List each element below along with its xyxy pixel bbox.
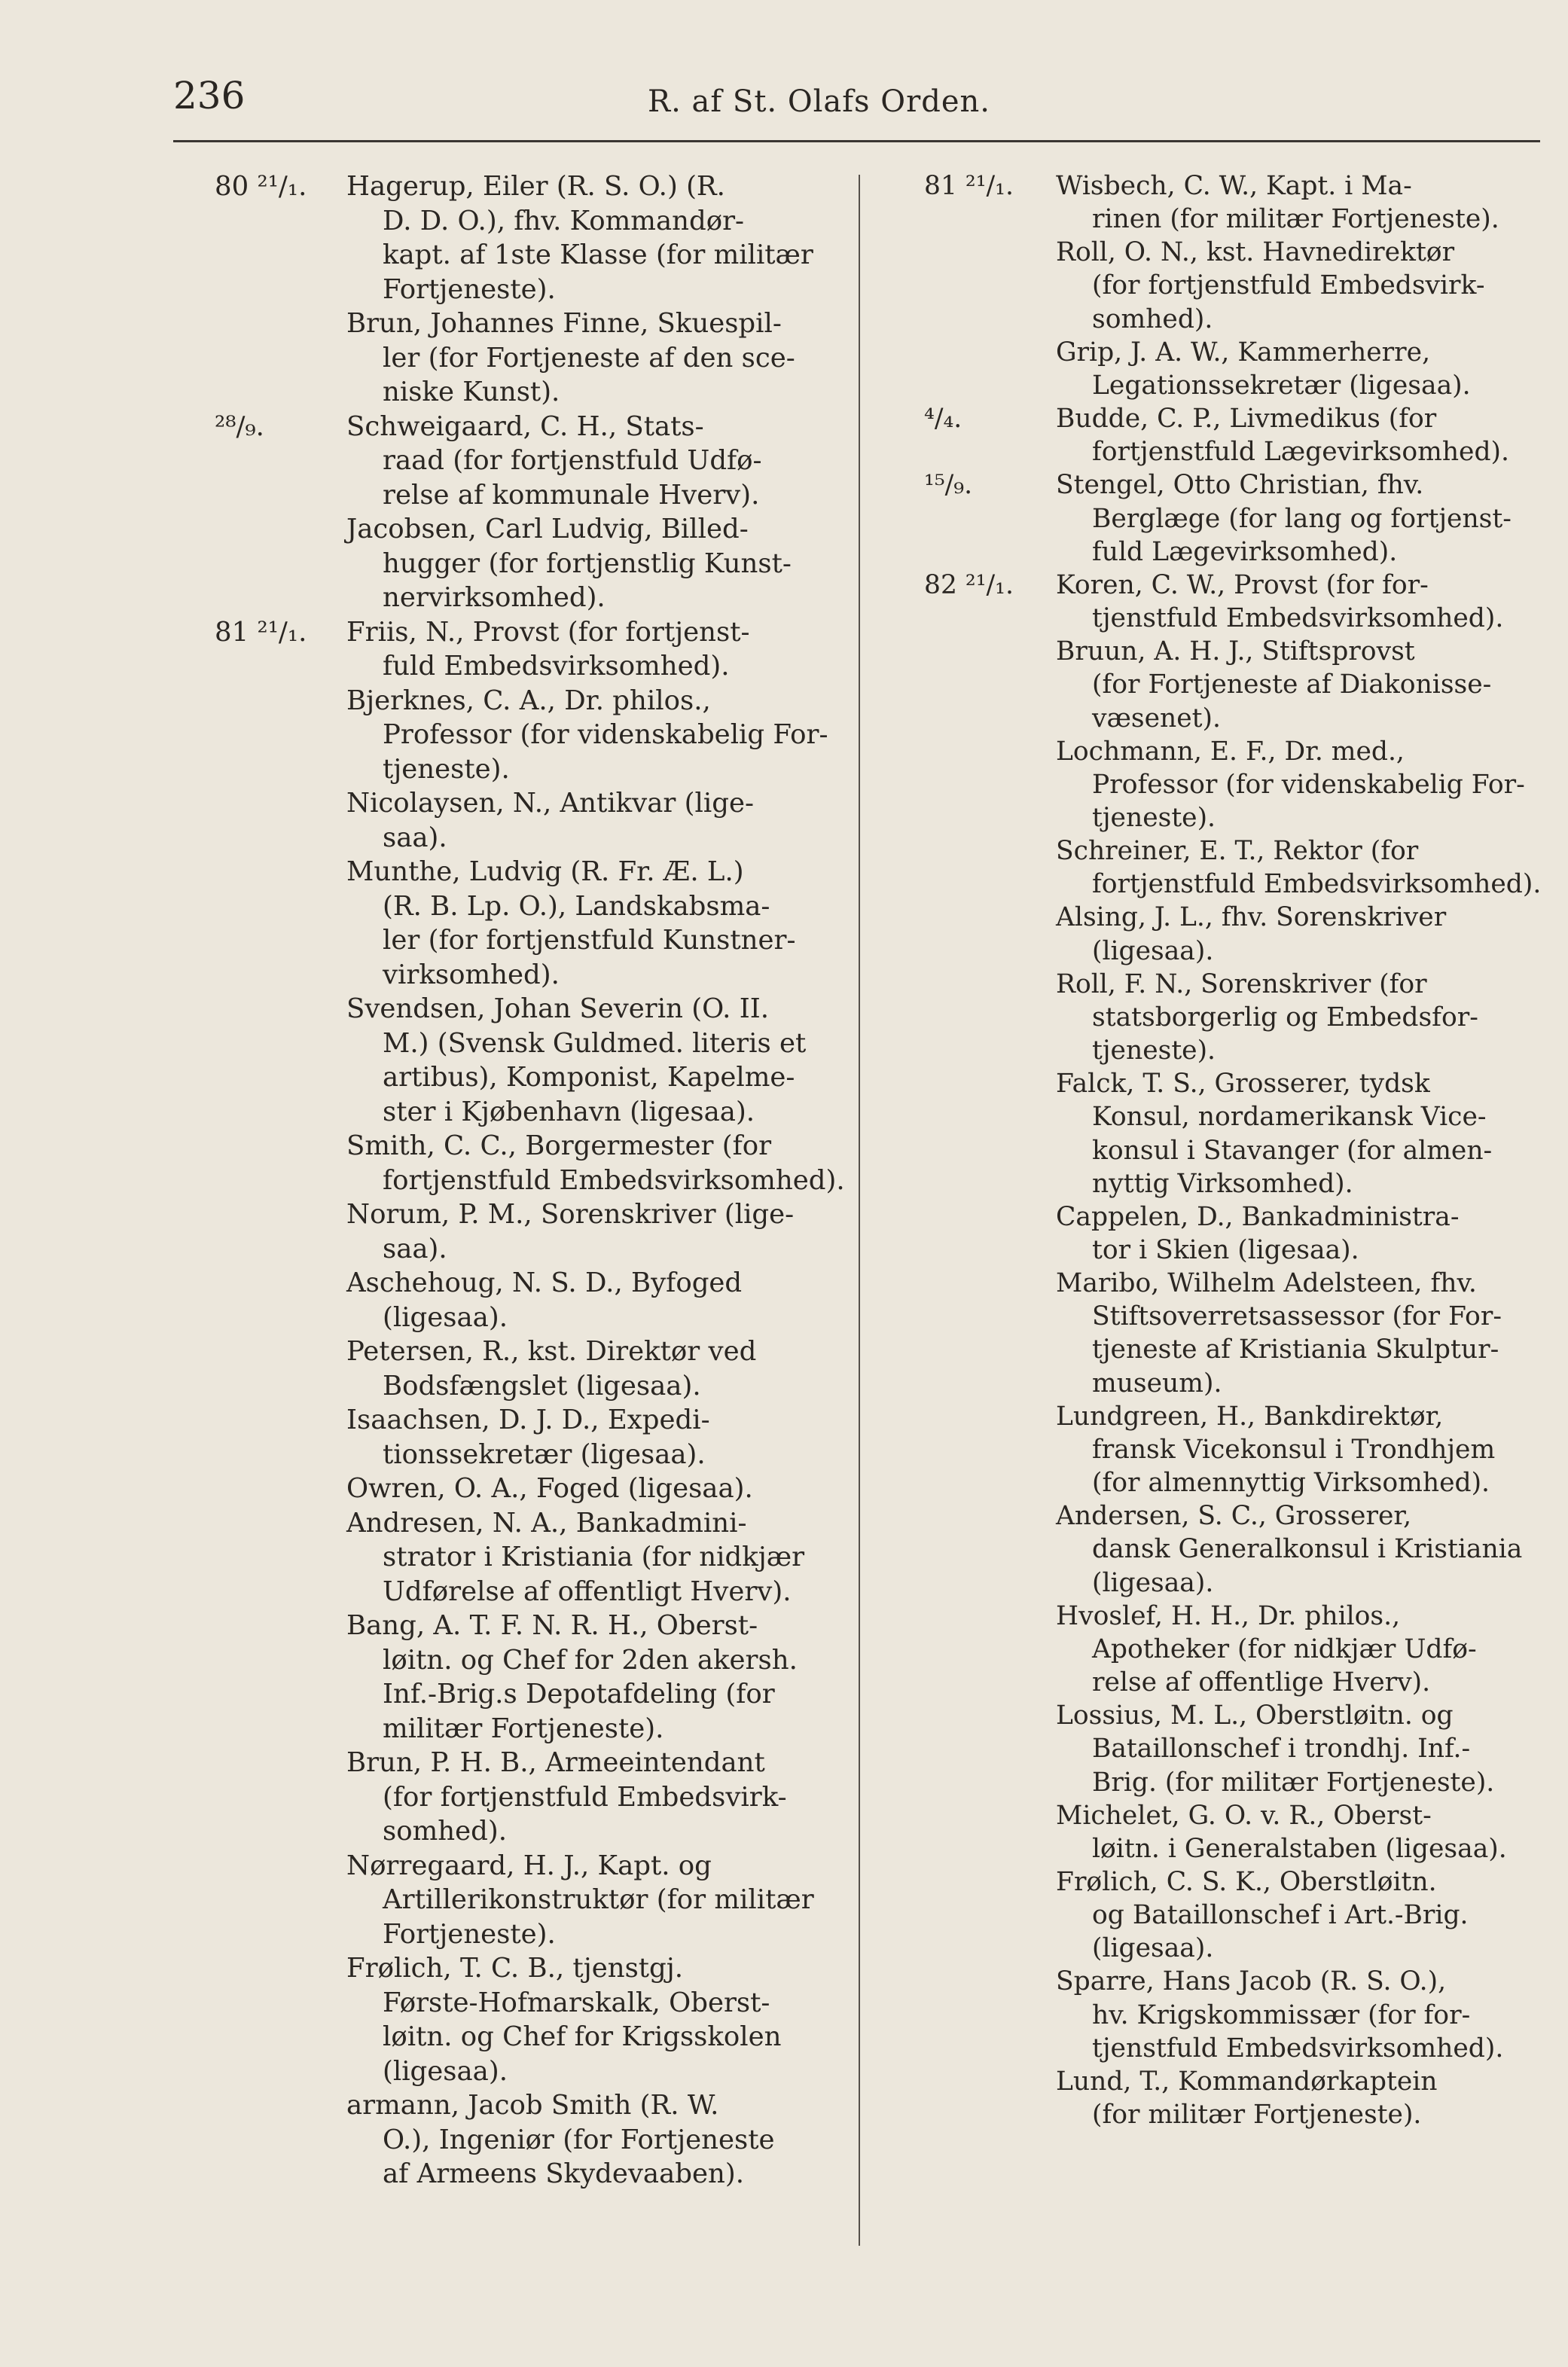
entry-text-line: tjenstfuld Embedsvirksomhed). (1092, 603, 1504, 634)
entry-text-line: ler (for fortjenstfuld Kunstner- (383, 925, 796, 956)
entry-text-line: statsborgerlig og Embedsfor- (1092, 1002, 1478, 1033)
entry-text-line: (for fortjenstfuld Embedsvirk- (1092, 270, 1485, 301)
entry-text-line: D. D. O.), fhv. Kommandør- (383, 205, 745, 236)
register-entry (928, 1400, 1542, 1499)
entry-name-line: Isaachsen, D. J. D., Expedi- (346, 1405, 710, 1435)
entry-name-line: Hagerup, Eiler (R. S. O.) (R. (346, 171, 725, 202)
register-entry (218, 1197, 851, 1266)
entry-text-line: Stiftsoverretsassessor (for For- (1092, 1301, 1502, 1332)
entry-name-line: Lochmann, E. F., Dr. med., (1056, 736, 1405, 767)
entry-text-line: (ligesaa). (1092, 1933, 1214, 1964)
entry-text-line: Apotheker (for nidkjær Udfø- (1092, 1633, 1477, 1664)
page-header (173, 74, 1529, 134)
entry-text-line: (for Fortjeneste af Diakonisse- (1092, 670, 1492, 700)
register-entry (218, 1746, 851, 1849)
register-entry (928, 1067, 1542, 1200)
entry-text-line: konsul i Stavanger (for almen- (1092, 1135, 1493, 1166)
entry-text-line: løitn. og Chef for 2den akersh. (383, 1644, 798, 1676)
register-entry (215, 169, 851, 307)
entry-name-line: Smith, C. C., Borgermester (for (346, 1130, 772, 1161)
entry-name-line: Lossius, M. L., Oberstløitn. og (1056, 1701, 1454, 1731)
register-entry (218, 1849, 851, 1952)
entry-text-line: tor i Skien (ligesaa). (1092, 1235, 1359, 1265)
entry-text-line: Legationssekretær (ligesaa). (1092, 370, 1471, 401)
entry-name-line: Koren, C. W., Provst (for for- (1056, 569, 1429, 600)
entry-text-line: nyttig Virksomhed). (1092, 1168, 1353, 1199)
entry-text-line: (for almennyttig Virksomhed). (1092, 1468, 1490, 1499)
register-entry (215, 615, 851, 684)
entry-text-line: nervirksomhed). (383, 582, 606, 613)
entry-text-line: Brig. (for militær Fortjeneste). (1092, 1767, 1495, 1798)
entry-name-line: Jacobsen, Carl Ludvig, Billed- (346, 514, 749, 544)
entry-name-line: Aschehoug, N. S. D., Byfoged (346, 1267, 743, 1298)
entry-text-line: fortjenstfuld Lægevirksomhed). (1092, 437, 1509, 468)
entry-date: 81 ²¹/₁. (924, 171, 1014, 201)
register-entry (218, 512, 851, 615)
entry-text-line: tjeneste). (383, 753, 510, 785)
register-entry (218, 786, 851, 855)
entry-text-line: (ligesaa). (1092, 1567, 1214, 1598)
entry-text-line: relse af kommunale Hverv). (383, 479, 760, 511)
entry-text-line: Professor (for videnskabelig For- (1092, 769, 1525, 800)
entry-text-line: af Armeens Skydevaaben). (383, 2158, 744, 2189)
entry-text-line: niske Kunst). (383, 377, 560, 407)
entry-text-line: tjenstfuld Embedsvirksomhed). (1092, 2033, 1504, 2063)
entry-name-line: Bang, A. T. F. N. R. H., Oberst- (346, 1610, 758, 1641)
entry-text-line: væsenet). (1092, 703, 1221, 734)
entry-text-line: tionssekretær (ligesaa). (383, 1438, 706, 1470)
entry-text-line: somhed). (1092, 304, 1213, 334)
entry-text-line: Bodsfængslet (ligesaa). (383, 1370, 701, 1402)
entry-date: ¹⁵/₉. (924, 470, 973, 501)
entry-text-line: somhed). (383, 1816, 507, 1847)
register-entry (928, 834, 1542, 901)
register-entry (924, 169, 1542, 236)
register-entry (928, 1965, 1542, 2064)
entry-name-line: Alsing, J. L., fhv. Sorenskriver (1056, 902, 1447, 933)
entry-name-line: Falck, T. S., Grosserer, tydsk (1056, 1069, 1430, 1100)
entry-name-line: Norum, P. M., Sorenskriver (lige- (346, 1199, 795, 1230)
entry-text-line: tjeneste af Kristiania Skulptur- (1092, 1334, 1499, 1365)
register-entry (928, 336, 1542, 402)
entry-text-line: virksomhed). (383, 959, 560, 990)
entry-text-line: O.), Ingeniør (for Fortjeneste (383, 2124, 775, 2155)
entry-date: 81 ²¹/₁. (215, 616, 307, 648)
entry-date: ⁴/₄. (924, 404, 962, 435)
register-entry (924, 468, 1542, 568)
column-divider (859, 175, 860, 2246)
entry-name-line: Hvoslef, H. H., Dr. philos., (1056, 1600, 1401, 1631)
register-entry (218, 1951, 851, 2088)
entry-name-line: Friis, N., Provst (for fortjenst- (346, 616, 750, 648)
entry-name-line: Cappelen, D., Bankadministra- (1056, 1201, 1460, 1232)
entry-text-line: (for militær Fortjeneste). (1092, 2100, 1422, 2131)
entry-name-line: Brun, P. H. B., Armeeintendant (346, 1747, 765, 1778)
entry-name-line: Petersen, R., kst. Direktør ved (346, 1336, 757, 1367)
entry-name-line: Andresen, N. A., Bankadmini- (346, 1507, 747, 1539)
register-entry (218, 855, 851, 992)
register-entry (928, 236, 1542, 335)
entry-text-line: ler (for Fortjeneste af den sce- (383, 342, 795, 374)
entry-name-line: Wisbech, C. W., Kapt. i Ma- (1056, 171, 1412, 201)
entry-name-line: Roll, O. N., kst. Havnedirektør (1056, 237, 1455, 268)
page-number: 236 (173, 74, 246, 117)
entry-name-line: Roll, F. N., Sorenskriver (for (1056, 968, 1427, 999)
register-entry (218, 992, 851, 1129)
entry-name-line: Frølich, T. C. B., tjenstgj. (346, 1953, 684, 1984)
register-entry (928, 968, 1542, 1067)
entry-text-line: (for fortjenstfuld Embedsvirk- (383, 1781, 787, 1813)
register-entry (218, 1403, 851, 1472)
entry-text-line: (ligesaa). (1092, 935, 1214, 966)
entry-name-line: Schreiner, E. T., Rektor (for (1056, 836, 1419, 867)
entry-text-line: tjeneste). (1092, 1036, 1216, 1066)
entry-text-line: Fortjeneste). (383, 273, 556, 305)
entry-name-line: Bjerknes, C. A., Dr. philos., (346, 685, 711, 716)
right-column (924, 169, 1542, 2263)
register-entry (218, 1472, 851, 1506)
register-entry (928, 901, 1542, 967)
entry-text-line: raad (for fortjenstfuld Udfø- (383, 445, 762, 476)
entry-text-line: og Bataillonschef i Art.-Brig. (1092, 1900, 1469, 1931)
entry-text-line: Konsul, nordamerikansk Vice- (1092, 1102, 1487, 1133)
register-entry (928, 1200, 1542, 1267)
register-entry (928, 2065, 1542, 2131)
entry-text-line: strator i Kristiania (for nidkjær (383, 1542, 805, 1572)
register-entry (218, 1129, 851, 1197)
register-entry (928, 1267, 1542, 1400)
register-entry (218, 1609, 851, 1746)
entry-text-line: Udførelse af offentligt Hverv). (383, 1575, 792, 1607)
register-entry (928, 1865, 1542, 1965)
entry-text-line: dansk Generalkonsul i Kristiania (1092, 1534, 1523, 1565)
entry-name-line: Nicolaysen, N., Antikvar (lige- (346, 788, 754, 819)
entry-text-line: hv. Krigskommissær (for for- (1092, 1999, 1471, 2030)
entry-name-line: Schweigaard, C. H., Stats- (346, 410, 704, 442)
entry-name-line: Lundgreen, H., Bankdirektør, (1056, 1401, 1444, 1432)
entry-text-line: artibus), Komponist, Kapelme- (383, 1062, 795, 1093)
entry-name-line: Sparre, Hans Jacob (R. S. O.), (1056, 1966, 1447, 1997)
entry-text-line: (ligesaa). (383, 2055, 508, 2087)
register-entry (928, 635, 1542, 734)
running-title: R. af St. Olafs Orden. (648, 84, 990, 119)
entry-name-line: Svendsen, Johan Severin (O. II. (346, 993, 770, 1024)
register-entry (218, 1266, 851, 1334)
entry-date: 80 ²¹/₁. (215, 171, 307, 202)
entry-name-line: Budde, C. P., Livmedikus (for (1056, 404, 1437, 435)
entry-text-line: ster i Kjøbenhavn (ligesaa). (383, 1096, 755, 1127)
register-entry (218, 1334, 851, 1403)
register-entry (924, 569, 1542, 635)
entry-text-line: Professor (for videnskabelig For- (383, 719, 828, 750)
entry-date: ²⁸/₉. (215, 410, 264, 442)
entry-name-line: armann, Jacob Smith (R. W. (346, 2090, 719, 2121)
entry-text-line: (R. B. Lp. O.), Landskabsma- (383, 890, 770, 922)
header-rule (173, 140, 1540, 142)
entry-name-line: Nørregaard, H. J., Kapt. og (346, 1850, 712, 1881)
entry-text-line: M.) (Svensk Guldmed. literis et (383, 1027, 807, 1059)
register-entry (218, 2088, 851, 2192)
entry-name-line: Frølich, C. S. K., Oberstløitn. (1056, 1866, 1437, 1897)
entry-name-line: Bruun, A. H. J., Stiftsprovst (1056, 636, 1415, 667)
entry-text-line: Fortjeneste). (383, 1918, 556, 1950)
entry-name-line: Stengel, Otto Christian, fhv. (1056, 470, 1424, 501)
entry-text-line: rinen (for militær Fortjeneste). (1092, 204, 1499, 235)
entry-text-line: fuld Lægevirksomhed). (1092, 536, 1398, 567)
entry-text-line: Artillerikonstruktør (for militær (383, 1884, 814, 1915)
register-entry (218, 684, 851, 787)
register-entry (928, 1600, 1542, 1699)
entry-text-line: Berglæge (for lang og fortjenst- (1092, 503, 1512, 534)
entry-text-line: kapt. af 1ste Klasse (for militær (383, 239, 813, 270)
entry-name-line: Grip, J. A. W., Kammerherre, (1056, 337, 1431, 368)
entry-name-line: Lund, T., Kommandørkaptein (1056, 2066, 1438, 2097)
left-column (215, 169, 851, 2263)
entry-text-line: saa). (383, 1233, 447, 1264)
entry-name-line: Andersen, S. C., Grosserer, (1056, 1501, 1412, 1532)
entry-text-line: Første-Hofmarskalk, Oberst- (383, 1987, 770, 2018)
entry-text-line: hugger (for fortjenstlig Kunst- (383, 548, 792, 579)
entry-text-line: Inf.-Brig.s Depotafdeling (for (383, 1679, 775, 1710)
register-entry (218, 1506, 851, 1609)
entry-text-line: relse af offentlige Hverv). (1092, 1667, 1431, 1698)
register-entry (928, 735, 1542, 834)
entry-name-line: Maribo, Wilhelm Adelsteen, fhv. (1056, 1268, 1477, 1299)
register-entry (218, 307, 851, 410)
register-entry (215, 410, 851, 513)
entry-date: 82 ²¹/₁. (924, 569, 1014, 600)
entry-text-line: fuld Embedsvirksomhed). (383, 651, 730, 682)
entry-text-line: løitn. og Chef for Krigsskolen (383, 2021, 782, 2052)
entry-name-line: Michelet, G. O. v. R., Oberst- (1056, 1800, 1432, 1831)
entry-text-line: løitn. i Generalstaben (ligesaa). (1092, 1833, 1507, 1864)
entry-text-line: (ligesaa). (383, 1301, 508, 1333)
entry-name-line: Munthe, Ludvig (R. Fr. Æ. L.) (346, 856, 744, 887)
register-entry (928, 1699, 1542, 1798)
entry-text-line: saa). (383, 822, 447, 853)
entry-name-line: Owren, O. A., Foged (ligesaa). (346, 1473, 753, 1504)
entry-text-line: fortjenstfuld Embedsvirksomhed). (383, 1164, 845, 1196)
register-entry (928, 1799, 1542, 1865)
entry-text-line: fransk Vicekonsul i Trondhjem (1092, 1434, 1496, 1465)
entry-name-line: Brun, Johannes Finne, Skuespil- (346, 308, 782, 339)
entry-text-line: militær Fortjeneste). (383, 1713, 664, 1744)
register-entry (928, 1499, 1542, 1599)
entry-text-line: museum). (1092, 1368, 1222, 1399)
entry-text-line: tjeneste). (1092, 802, 1216, 833)
entry-text-line: Bataillonschef i trondhj. Inf.- (1092, 1734, 1471, 1765)
register-entry (924, 402, 1542, 468)
entry-text-line: fortjenstfuld Embedsvirksomhed). (1092, 869, 1542, 900)
